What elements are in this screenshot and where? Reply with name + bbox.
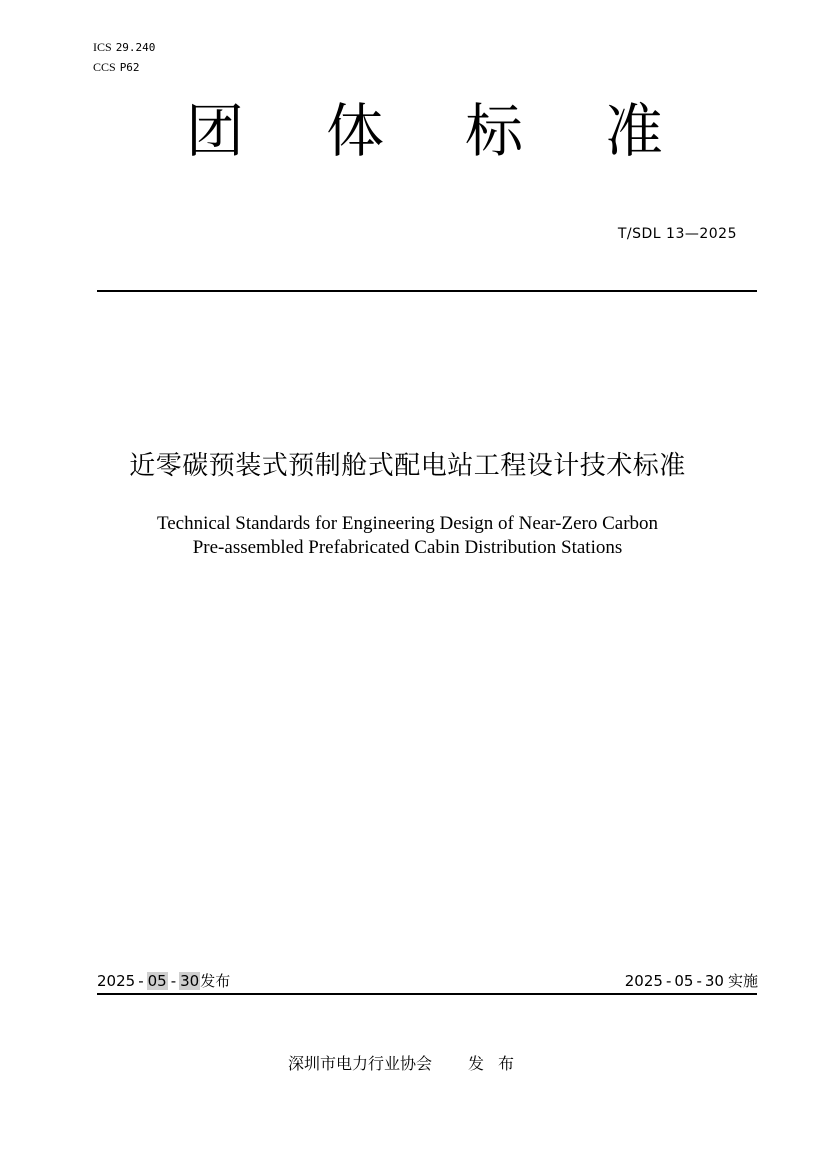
- heading-char-4: 准: [605, 97, 664, 165]
- heading-char-1: 团: [186, 97, 245, 165]
- bottom-divider: [97, 993, 757, 995]
- issue-day: 30: [180, 972, 200, 990]
- title-english-line-2: Pre-assembled Prefabricated Cabin Distribution Stations: [192, 537, 623, 558]
- publisher-org: 深圳市电力行业协会: [288, 1054, 433, 1073]
- top-divider: [97, 290, 757, 292]
- ccs-label: CCS: [93, 60, 116, 74]
- ccs-value: P62: [119, 61, 140, 74]
- heading-char-2: 体: [326, 97, 385, 165]
- ics-code: [93, 41, 155, 54]
- ccs-code: [93, 61, 140, 74]
- implement-date: [625, 970, 758, 992]
- implement-day: 30: [704, 972, 724, 990]
- heading-char-3: 标: [465, 97, 524, 165]
- standard-number: T/SDL 13—2025: [617, 226, 737, 242]
- publisher-action: 发布: [468, 1054, 529, 1073]
- issue-month: 05: [147, 972, 167, 990]
- title-chinese: 近零碳预装式预制舱式配电站工程设计技术标准: [129, 451, 686, 481]
- issue-year: 2025: [97, 972, 136, 990]
- title-english-line-1: Technical Standards for Engineering Design of Near-Zero Carbon: [156, 513, 659, 534]
- publisher: [288, 1053, 528, 1075]
- implement-sep-1: -: [665, 972, 672, 990]
- issue-label: 发布: [200, 972, 231, 990]
- ics-value: 29.240: [115, 41, 156, 54]
- implement-label: 实施: [727, 972, 758, 990]
- issue-sep-1: -: [138, 972, 144, 990]
- implement-year: 2025: [624, 972, 663, 990]
- implement-sep-2: -: [696, 972, 702, 990]
- ics-label: ICS: [93, 40, 112, 54]
- implement-month: 05: [674, 972, 694, 990]
- issue-date: [97, 970, 230, 992]
- issue-sep-2: -: [170, 972, 177, 990]
